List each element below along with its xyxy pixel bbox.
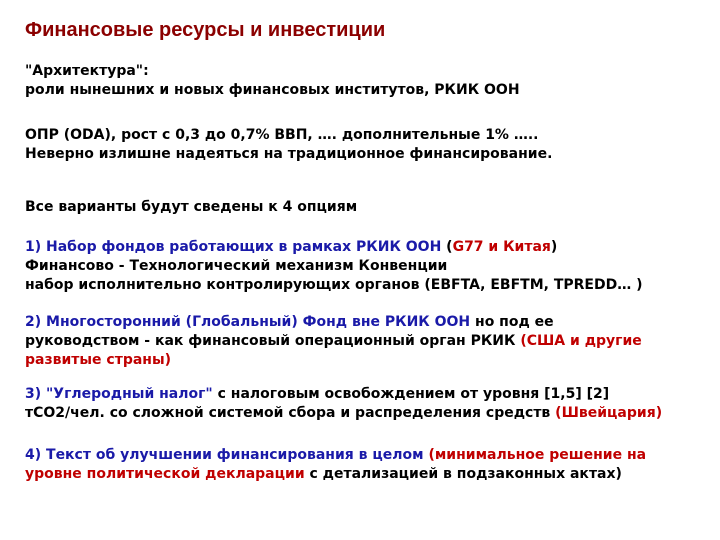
- option-2-highlight-2: развитые страны: [25, 352, 165, 368]
- option-2-line-3: [25, 351, 171, 370]
- option-1-highlight: G77 и Китая: [452, 239, 551, 255]
- option-3-paren-open: (: [555, 405, 562, 421]
- architecture-text: роли нынешних и новых финансовых институтов, РКИК ООН: [25, 82, 520, 98]
- option-4-highlight-1: минимальное решение на: [434, 447, 647, 463]
- option-3-title: 3) "Углеродный налог": [25, 386, 213, 402]
- oda-line-2: Неверно излишне надеяться на традиционное финансирование.: [25, 146, 553, 162]
- option-3-paren-close: ): [655, 405, 663, 421]
- architecture-heading: "Архитектура":: [25, 63, 149, 79]
- oda-line-1: ОПР (ODA), рост с 0,3 до 0,7% ВВП, …. дополнительные 1% …..: [25, 127, 539, 143]
- option-3-highlight: Швейцария: [561, 405, 656, 421]
- option-2-line-2-text: руководством - как финансовый операционный орган РКИК: [25, 333, 521, 349]
- option-2-highlight-1: США и другие: [526, 333, 642, 349]
- option-2-title: 2) Многосторонний (Глобальный) Фонд вне РКИК ООН: [25, 314, 471, 330]
- option-1-line-1: [25, 238, 557, 257]
- option-4-line-1: [25, 446, 646, 465]
- option-1-line-3: набор исполнительно контролирующих органов (EBFTA, EBFTM, TPREDD… ): [25, 277, 643, 293]
- option-3-line-2: [25, 404, 662, 423]
- option-4-title: 4) Текст об улучшении финансирования в целом: [25, 447, 424, 463]
- option-2-rest: но под ее: [470, 314, 554, 330]
- page-title: Финансовые ресурсы и инвестиции: [25, 19, 386, 41]
- option-1-paren-open: (: [441, 239, 453, 255]
- option-2-line-1: [25, 313, 554, 332]
- option-2-paren-open: (: [520, 333, 527, 349]
- options-intro: Все варианты будут сведены к 4 опциям: [25, 199, 358, 215]
- option-3-rest: с налоговым освобождением от уровня [1,5] [2]: [212, 386, 610, 402]
- option-2-line-2: [25, 332, 642, 351]
- option-4-line-2: [25, 465, 622, 484]
- option-1-paren-close: ): [550, 239, 558, 255]
- option-4-rest: с детализацией в подзаконных актах): [304, 466, 622, 482]
- option-3-line-1: [25, 385, 609, 404]
- option-4-highlight-2: уровне политической декларации: [25, 466, 305, 482]
- option-4-paren-open: (: [423, 447, 435, 463]
- option-3-line-2-text: тСО2/чел. со сложной системой сбора и распределения средств: [25, 405, 556, 421]
- option-1-title: 1) Набор фондов работающих в рамках РКИК ООН: [25, 239, 442, 255]
- option-2-paren-close: ): [164, 352, 172, 368]
- option-1-line-2: Финансово - Технологический механизм Конвенции: [25, 258, 448, 274]
